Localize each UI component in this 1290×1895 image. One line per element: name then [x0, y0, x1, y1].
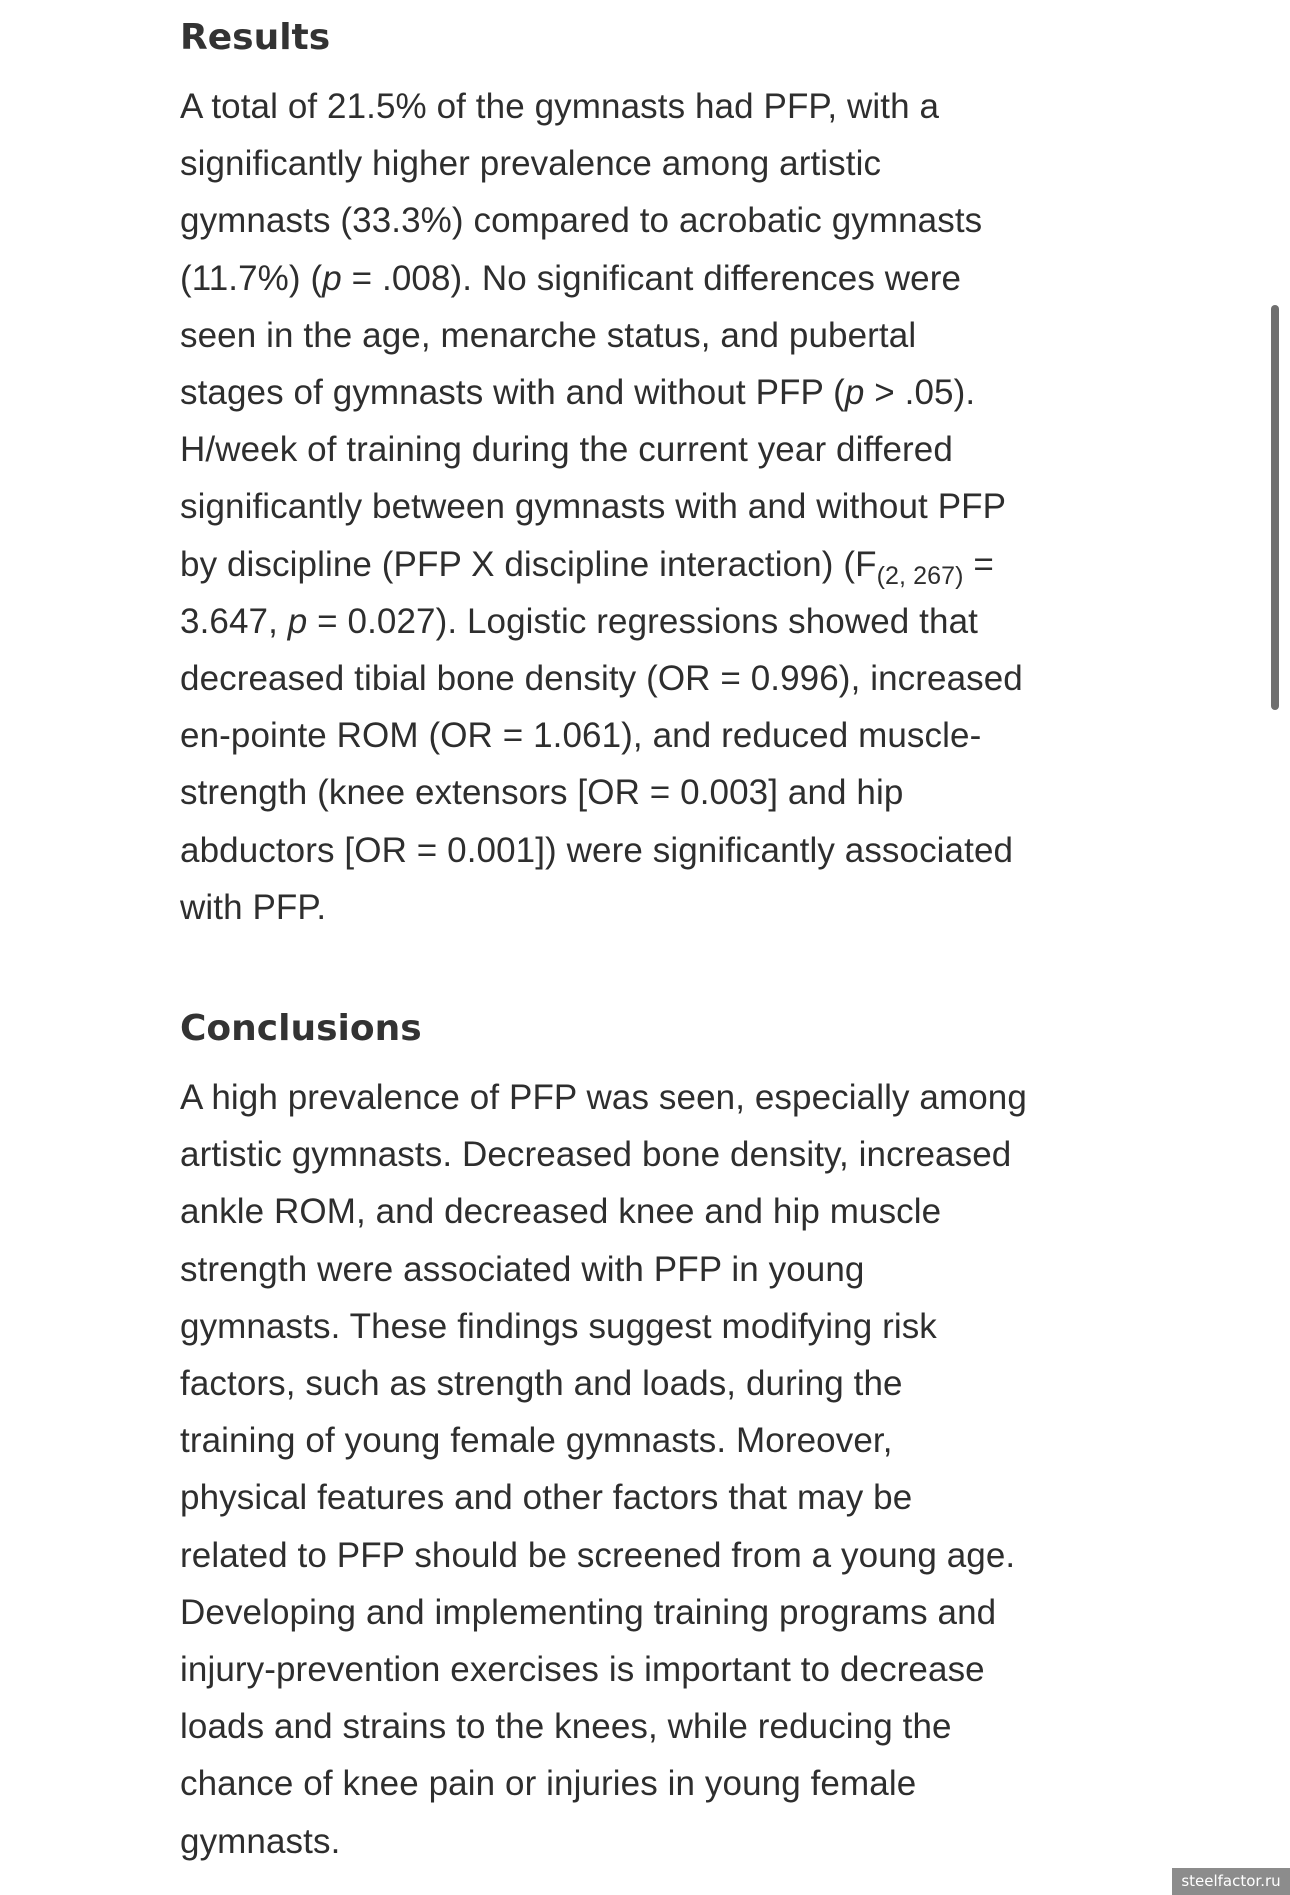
conclusions-body [180, 1069, 1027, 1870]
scrollbar-thumb[interactable] [1271, 305, 1279, 710]
results-body [180, 78, 1023, 936]
results-line: abductors [OR = 0.001]) were significantly associated [180, 830, 1014, 870]
conclusions-line: strength were associated with PFP in young [180, 1249, 865, 1289]
results-line: gymnasts (33.3%) compared to acrobatic gymnasts [180, 201, 983, 241]
results-section [180, 10, 1023, 936]
scrollbar[interactable] [1266, 0, 1290, 1895]
results-line: decreased tibial bone density (OR = 0.996), increased [180, 659, 1023, 699]
conclusions-line: training of young female gymnasts. Moreover, [180, 1421, 893, 1461]
results-line: significantly higher prevalence among artistic [180, 144, 882, 184]
conclusions-line: injury-prevention exercises is important to decrease [180, 1650, 985, 1690]
conclusions-line: physical features and other factors that may be [180, 1478, 913, 1518]
results-line: H/week of training during the current year differed [180, 430, 953, 470]
results-line: 3.647, p = 0.027). Logistic regressions showed that [180, 601, 978, 641]
conclusions-line: chance of knee pain or injuries in young female [180, 1764, 917, 1804]
conclusions-line: loads and strains to the knees, while reducing the [180, 1707, 952, 1747]
conclusions-line: A high prevalence of PFP was seen, especially among [180, 1078, 1027, 1118]
conclusions-line: gymnasts. These findings suggest modifying risk [180, 1306, 937, 1346]
conclusions-heading: Conclusions [180, 1008, 422, 1050]
results-line: seen in the age, menarche status, and pubertal [180, 315, 917, 355]
conclusions-line: related to PFP should be screened from a young age. [180, 1535, 1016, 1575]
conclusions-line: gymnasts. [180, 1821, 341, 1861]
results-line: significantly between gymnasts with and without PFP [180, 487, 1007, 527]
watermark-label: steelfactor.ru [1172, 1868, 1290, 1895]
conclusions-line: artistic gymnasts. Decreased bone density, increased [180, 1135, 1012, 1175]
conclusions-section [180, 1001, 1027, 1870]
results-line: en-pointe ROM (OR = 1.061), and reduced muscle- [180, 716, 982, 756]
conclusions-line: Developing and implementing training programs and [180, 1592, 997, 1632]
conclusions-line: ankle ROM, and decreased knee and hip muscle [180, 1192, 942, 1232]
results-heading: Results [180, 17, 331, 58]
results-line: A total of 21.5% of the gymnasts had PFP, with a [180, 87, 940, 126]
results-line: stages of gymnasts with and without PFP (p > .05). [180, 373, 976, 413]
results-line: with PFP. [180, 887, 327, 927]
conclusions-line: factors, such as strength and loads, during the [180, 1364, 903, 1404]
article-content [180, 10, 1027, 1870]
results-line: strength (knee extensors [OR = 0.003] and hip [180, 773, 904, 813]
results-line: by discipline (PFP X discipline interaction) ($F_{(2, 267)}$ = [180, 544, 994, 590]
results-line: (11.7%) (p = .008). No significant differences were [180, 258, 962, 298]
